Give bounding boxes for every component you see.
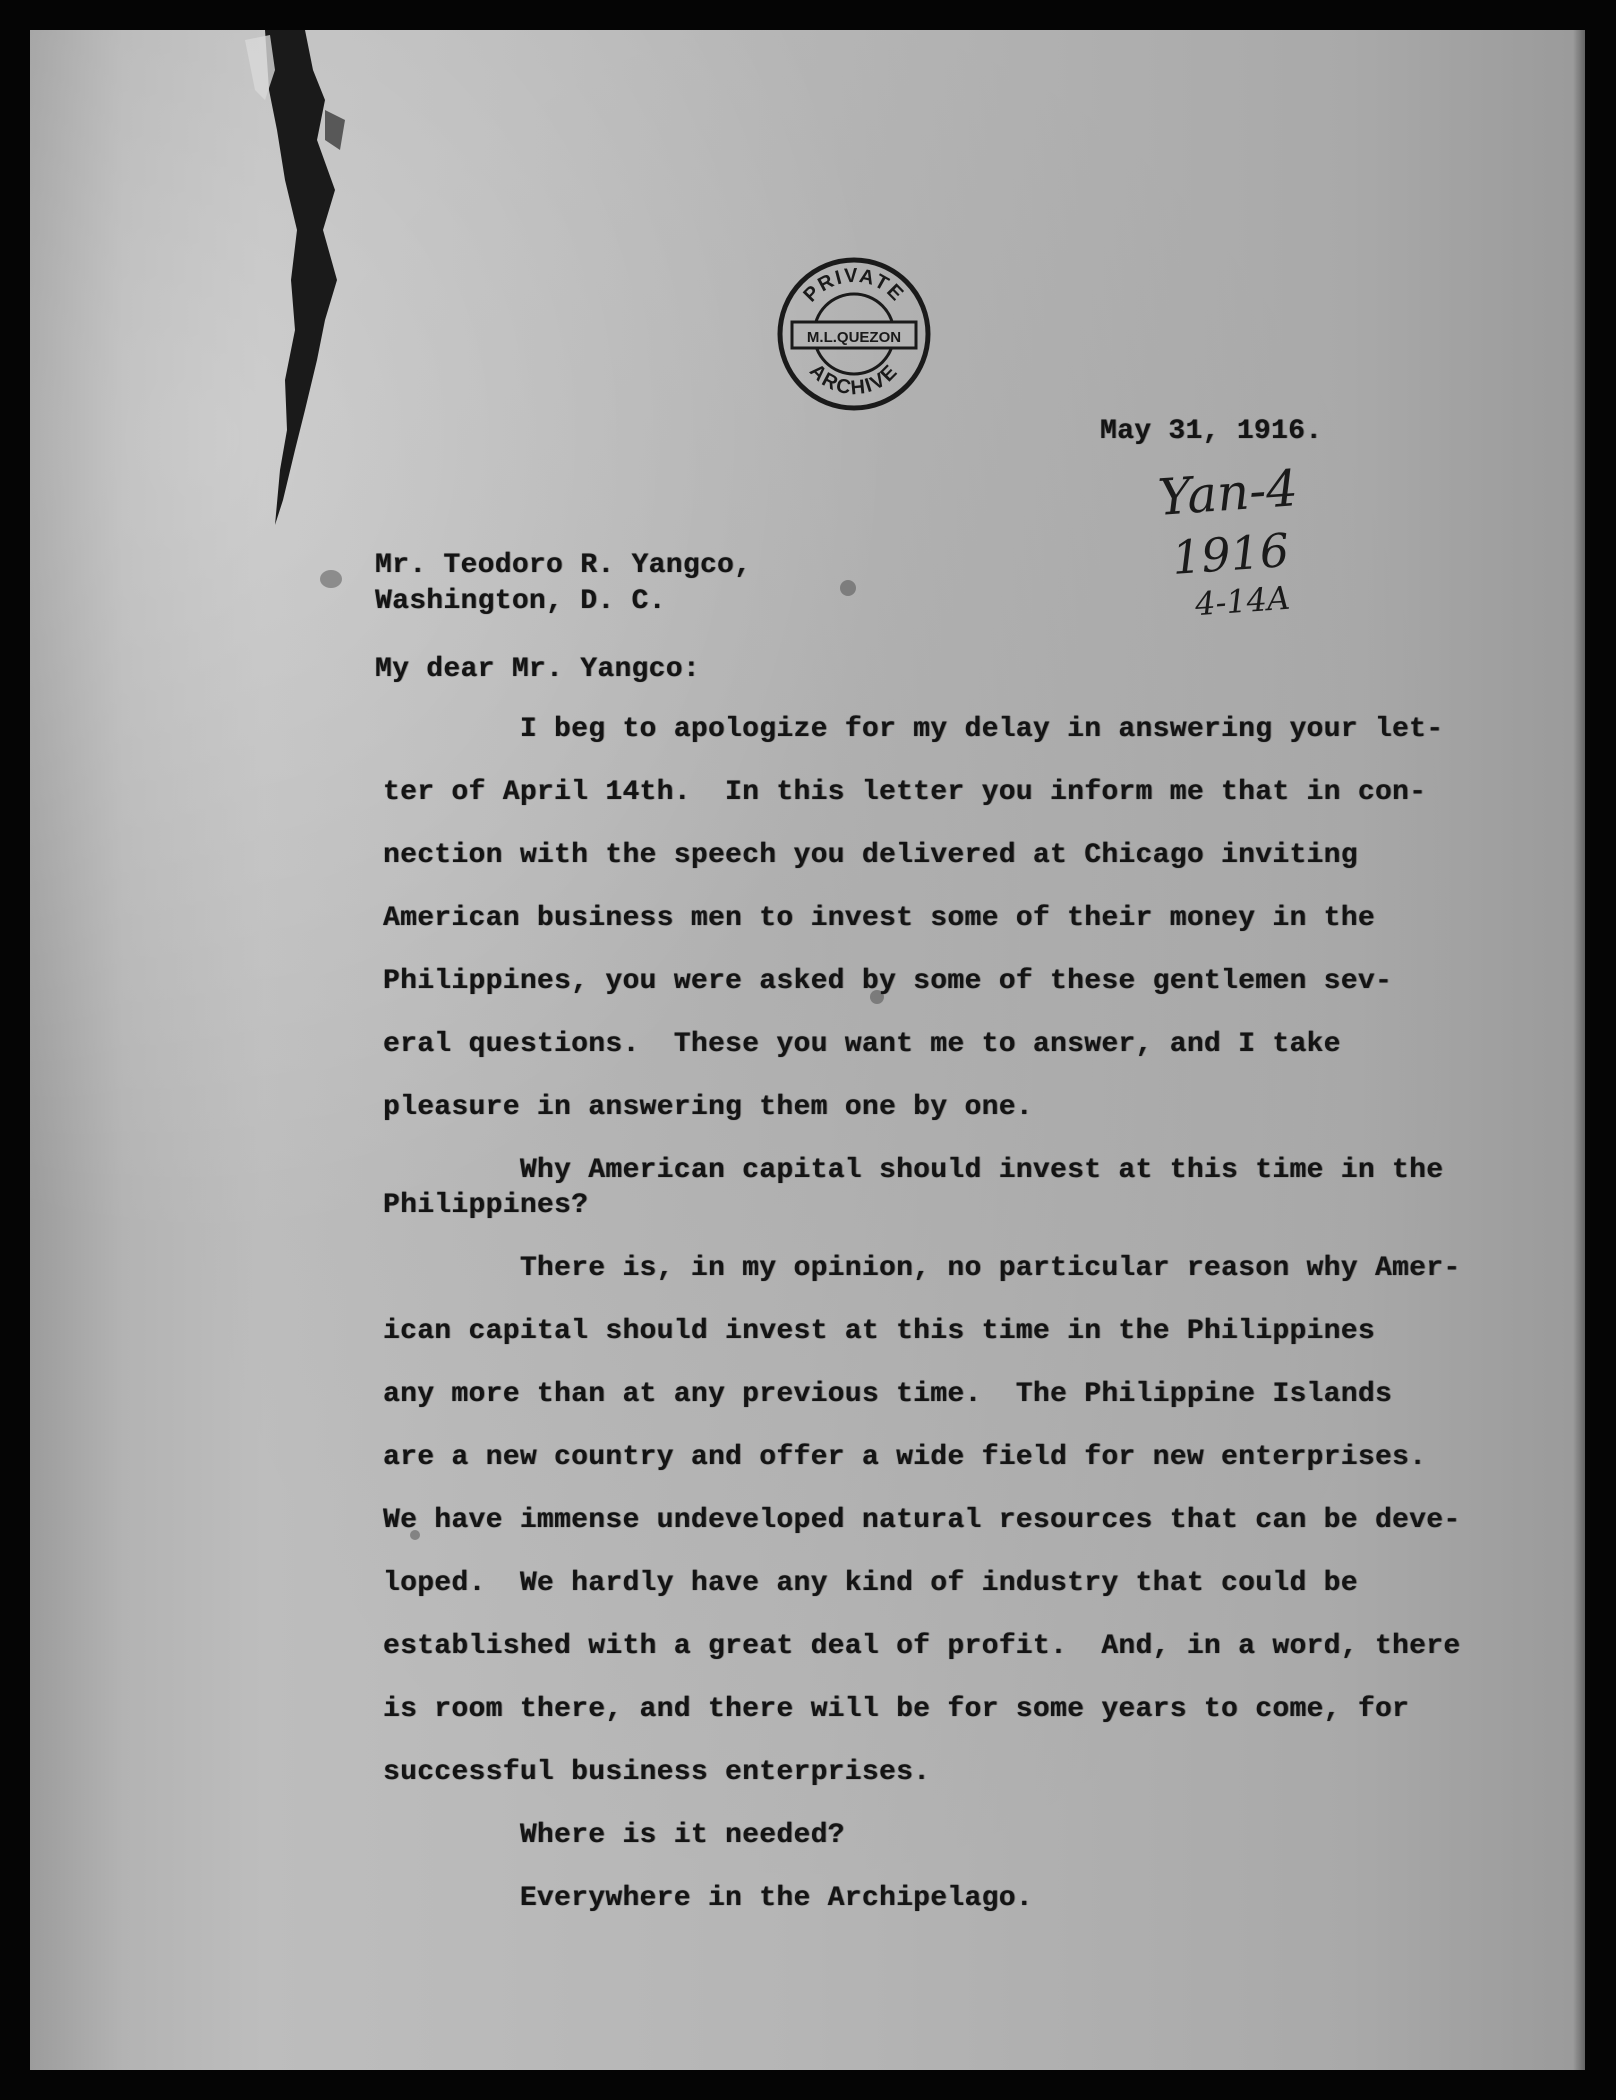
body-line: Why American capital should invest at this time in the bbox=[383, 1155, 1444, 1186]
body-line: There is, in my opinion, no particular reason why Amer- bbox=[383, 1253, 1461, 1284]
body-line: Philippines, you were asked by some of these gentlemen sev- bbox=[383, 966, 1393, 997]
body-line: successful business enterprises. bbox=[383, 1757, 931, 1788]
recipient-address: Washington, D. C. bbox=[375, 586, 666, 617]
recipient-name: Mr. Teodoro R. Yangco, bbox=[375, 550, 752, 581]
handwritten-year: 1916 bbox=[1170, 522, 1291, 586]
salutation: My dear Mr. Yangco: bbox=[375, 654, 700, 685]
body-line: Everywhere in the Archipelago. bbox=[383, 1883, 1033, 1914]
body-line: nection with the speech you delivered at Chicago inviting bbox=[383, 840, 1358, 871]
body-line: American business men to invest some of their money in the bbox=[383, 903, 1375, 934]
stamp-bottom-text: ARCHIVE bbox=[805, 359, 903, 400]
svg-text:ARCHIVE bbox=[805, 360, 903, 400]
body-line: We have immense undeveloped natural resources that can be deve- bbox=[383, 1505, 1461, 1536]
stamp-top-text: PRIVATE bbox=[799, 264, 909, 307]
ink-blot bbox=[410, 1530, 420, 1540]
body-line: Philippines? bbox=[383, 1190, 589, 1221]
handwritten-file-code: Yan-4 bbox=[1156, 459, 1300, 527]
body-line: pleasure in answering them one by one. bbox=[383, 1092, 1033, 1123]
torn-corner-damage bbox=[225, 30, 355, 530]
body-line: established with a great deal of profit. And, in a word, there bbox=[383, 1631, 1461, 1662]
body-line: is room there, and there will be for some years to come, for bbox=[383, 1694, 1410, 1725]
body-line: Where is it needed? bbox=[383, 1820, 845, 1851]
body-line: ter of April 14th. In this letter you inform me that in con- bbox=[383, 777, 1427, 808]
page-shadow-edge bbox=[1573, 30, 1585, 2070]
body-line: I beg to apologize for my delay in answering your let- bbox=[383, 714, 1444, 745]
body-line: any more than at any previous time. The Philippine Islands bbox=[383, 1379, 1393, 1410]
ink-blot bbox=[870, 990, 884, 1004]
body-line: ican capital should invest at this time in the Philippines bbox=[383, 1316, 1375, 1347]
letter-page bbox=[30, 30, 1585, 2070]
ink-blot bbox=[840, 580, 856, 596]
body-line: loped. We hardly have any kind of industry that could be bbox=[383, 1568, 1358, 1599]
ink-blot bbox=[320, 570, 342, 588]
body-line: eral questions. These you want me to answer, and I take bbox=[383, 1029, 1341, 1060]
private-archive-stamp bbox=[774, 254, 934, 414]
stamp-center-text: M.L.QUEZON bbox=[806, 329, 902, 346]
body-line: are a new country and offer a wide field for new enterprises. bbox=[383, 1442, 1427, 1473]
letter-date: May 31, 1916. bbox=[1100, 416, 1323, 447]
handwritten-reference: 4-14A bbox=[1193, 578, 1292, 624]
